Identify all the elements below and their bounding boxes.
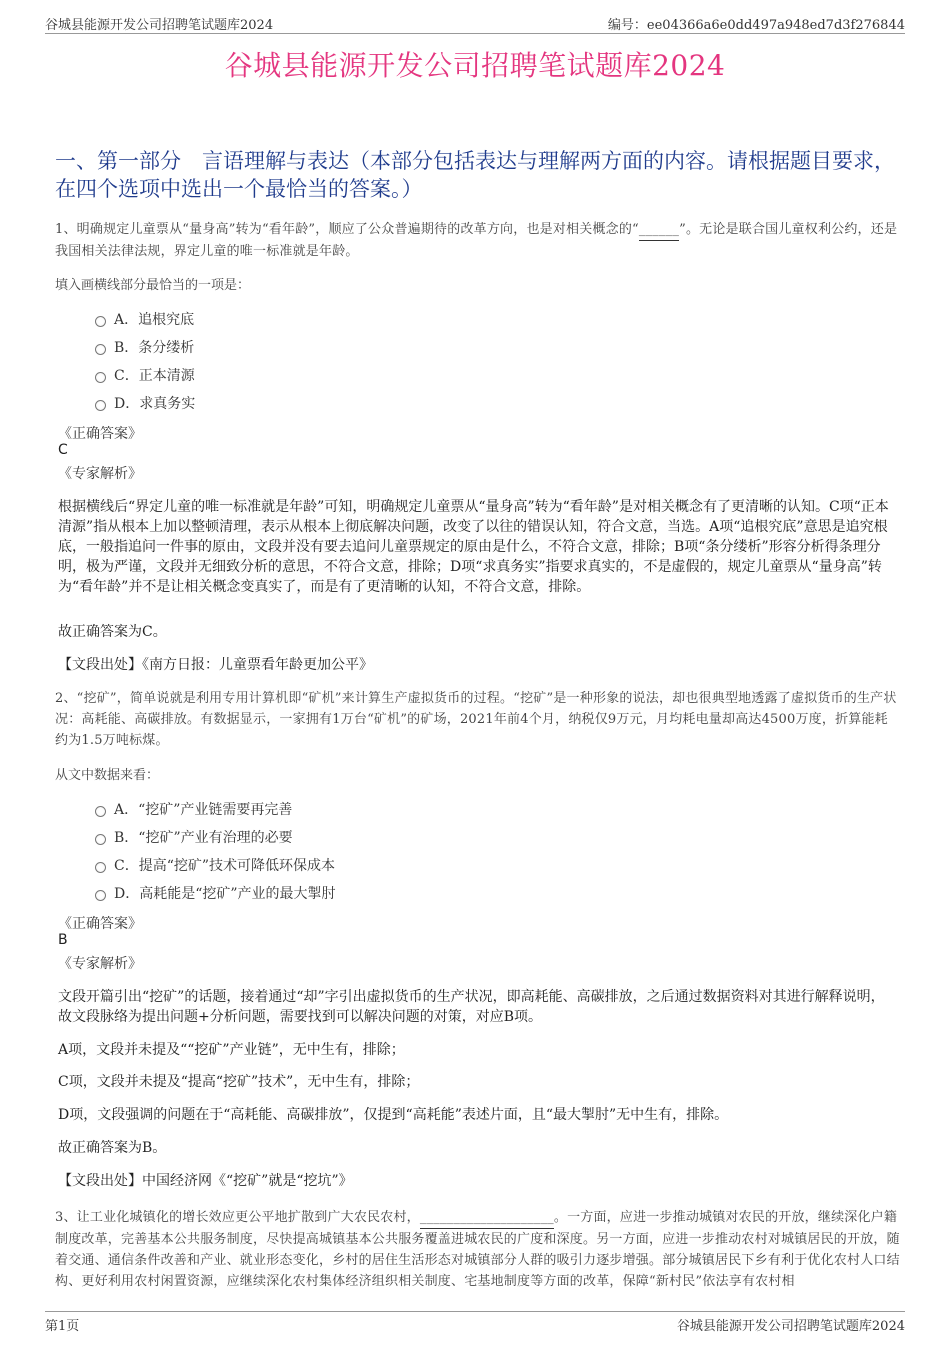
header-divider	[45, 33, 905, 34]
question-2-analysis: 文段开篇引出“挖矿”的话题，接着通过“却”字引出虚拟货币的生产状况，即高耗能、高碳排放，之后通过数据资料对其进行解释说明，故文段脉络为提出问题+分析问题，需要找到可以解决问题的对策，对应B项。	[58, 989, 885, 1025]
question-2-option-c[interactable]	[95, 855, 335, 875]
option-label: D．高耗能是“挖矿”产业的最大掣肘	[114, 886, 336, 902]
question-1-option-a[interactable]	[95, 309, 194, 329]
radio-icon[interactable]	[95, 890, 106, 901]
question-2-prompt: 从文中数据来看：	[55, 768, 160, 783]
question-3-blank: ____________________	[420, 1207, 554, 1229]
option-label: B．“挖矿”产业有治理的必要	[114, 830, 293, 846]
question-1-blank: ______	[639, 219, 679, 241]
question-1-option-b[interactable]	[95, 337, 194, 357]
radio-icon[interactable]	[95, 344, 106, 355]
footer-divider	[45, 1311, 905, 1312]
option-label: A．“挖矿”产业链需要再完善	[114, 802, 293, 818]
question-2-line-c: C项，文段并未提及“提高“挖矿”技术”，无中生有，排除；	[58, 1074, 420, 1090]
question-1-analysis: 根据横线后“界定儿童的唯一标准就是年龄”可知，明确规定儿童票从“量身高”转为“看年龄”是对相关概念有了更清晰的认知。C项“正本清源”指从根本上加以整顿清理，表示从根本上彻底解决问题，改变了以往的错误认知，符合文意，当选。A项“追根究底”意思是追究根底，一般指追问一件事的原由，文段并没有要去追问儿童票规定的原由是什么，不符合文意，排除；B项“条分缕析”形容分析得条理分明，极为严谨，文段并无细致分析的意思，不符合文意，排除；D项“求真务实”指要求真实的，不是虚假的，规定儿童票从“量身高”转为“看年龄”并不是让相关概念变真实了，而是有了更清晰的认知，不符合文意，排除。	[58, 499, 889, 595]
question-1-option-c[interactable]	[95, 365, 195, 385]
footer-title: 谷城县能源开发公司招聘笔试题库2024	[676, 1319, 905, 1334]
radio-icon[interactable]	[95, 862, 106, 873]
question-2-text: 2、“挖矿”，简单说就是利用专用计算机即“矿机”来计算生产虚拟货币的过程。“挖矿”是一种形象的说法，却也很典型地透露了虚拟货币的生产状况：高耗能、高碳排放。有数据显示，一家拥有1万台“矿机”的矿场，2021年前4个月，纳税仅9万元，月均耗电量却高达4500万度，折算能耗约为1.5万吨标煤。	[55, 691, 897, 748]
section-heading: 一、第一部分 言语理解与表达（本部分包括表达与理解两方面的内容。请根据题目要求，在四个选项中选出一个最恰当的答案。）	[55, 149, 895, 201]
question-1-answer: C	[58, 442, 68, 458]
question-1-source: 【文段出处】《南方日报：儿童票看年龄更加公平》	[58, 657, 373, 673]
question-2-line-d: D项，文段强调的问题在于“高耗能、高碳排放”，仅提到“高耗能”表述片面，且“最大掣肘”无中生有，排除。	[58, 1107, 729, 1123]
radio-icon[interactable]	[95, 372, 106, 383]
option-label: C．提高“挖矿”技术可降低环保成本	[114, 858, 336, 874]
question-1-option-d[interactable]	[95, 393, 195, 413]
question-2-conclusion: 故正确答案为B。	[58, 1140, 167, 1156]
page-number: 第1页	[45, 1319, 80, 1334]
question-2-answer: B	[58, 932, 68, 948]
radio-icon[interactable]	[95, 834, 106, 845]
radio-icon[interactable]	[95, 316, 106, 327]
question-2-line-a: A项，文段并未提及““挖矿”产业链”，无中生有，排除；	[58, 1042, 405, 1058]
option-label: C．正本清源	[114, 368, 195, 384]
question-2-analysis-label: 《专家解析》	[58, 956, 142, 972]
question-1-text	[55, 219, 900, 262]
question-2-option-b[interactable]	[95, 827, 293, 847]
radio-icon[interactable]	[95, 806, 106, 817]
header-left: 谷城县能源开发公司招聘笔试题库2024	[45, 18, 274, 33]
page-title: 谷城县能源开发公司招聘笔试题库2024	[224, 49, 726, 82]
question-2-source: 【文段出处】中国经济网《“挖矿”就是“挖坑”》	[58, 1173, 353, 1189]
question-2-option-d[interactable]	[95, 883, 336, 903]
radio-icon[interactable]	[95, 400, 106, 411]
question-1-analysis-label: 《专家解析》	[58, 466, 142, 482]
option-label: B．条分缕析	[114, 340, 195, 356]
header-document-id: 编号：ee04366a6e0dd497a948ed7d3f276844	[607, 18, 905, 33]
question-2-option-a[interactable]	[95, 799, 292, 819]
question-1-answer-label: 《正确答案》	[58, 426, 142, 442]
question-1-conclusion: 故正确答案为C。	[58, 624, 167, 640]
question-3-text	[55, 1207, 900, 1307]
option-label: A．追根究底	[114, 312, 195, 328]
question-1-prompt: 填入画横线部分最恰当的一项是：	[55, 278, 251, 293]
option-label: D．求真务实	[114, 396, 196, 412]
question-1-text-b: ”。无论是联合国儿童权利公约，还是我国相关法律法规，界定儿童的唯一标准就是年龄。	[55, 222, 898, 259]
question-3-text-a: 3、让工业化城镇化的增长效应更公平地扩散到广大农民农村，	[55, 1210, 420, 1225]
question-1-text-a: 1、明确规定儿童票从“量身高”转为“看年龄”，顺应了公众普遍期待的改革方向，也是对相关概念的“	[55, 222, 639, 237]
question-2-answer-label: 《正确答案》	[58, 916, 142, 932]
question-3-text-b: 。一方面，应进一步推动城镇对农民的开放，继续深化户籍制度改革，完善基本公共服务制度，尽快提高城镇基本公共服务覆盖进城农民的广度和深度。另一方面，应进一步推动农村对城镇居民的开放，随着交通、通信条件改善和产业、就业形态变化，乡村的居住生活形态对城镇部分人群的吸引力逐步增强。部分城镇居民下乡有利于优化农村人口结构、更好利用农村闲置资源，应继续深化农村集体经济组织相关制度、宅基地制度等方面的改革，保障“新村民”依法享有农村相	[55, 1210, 900, 1289]
